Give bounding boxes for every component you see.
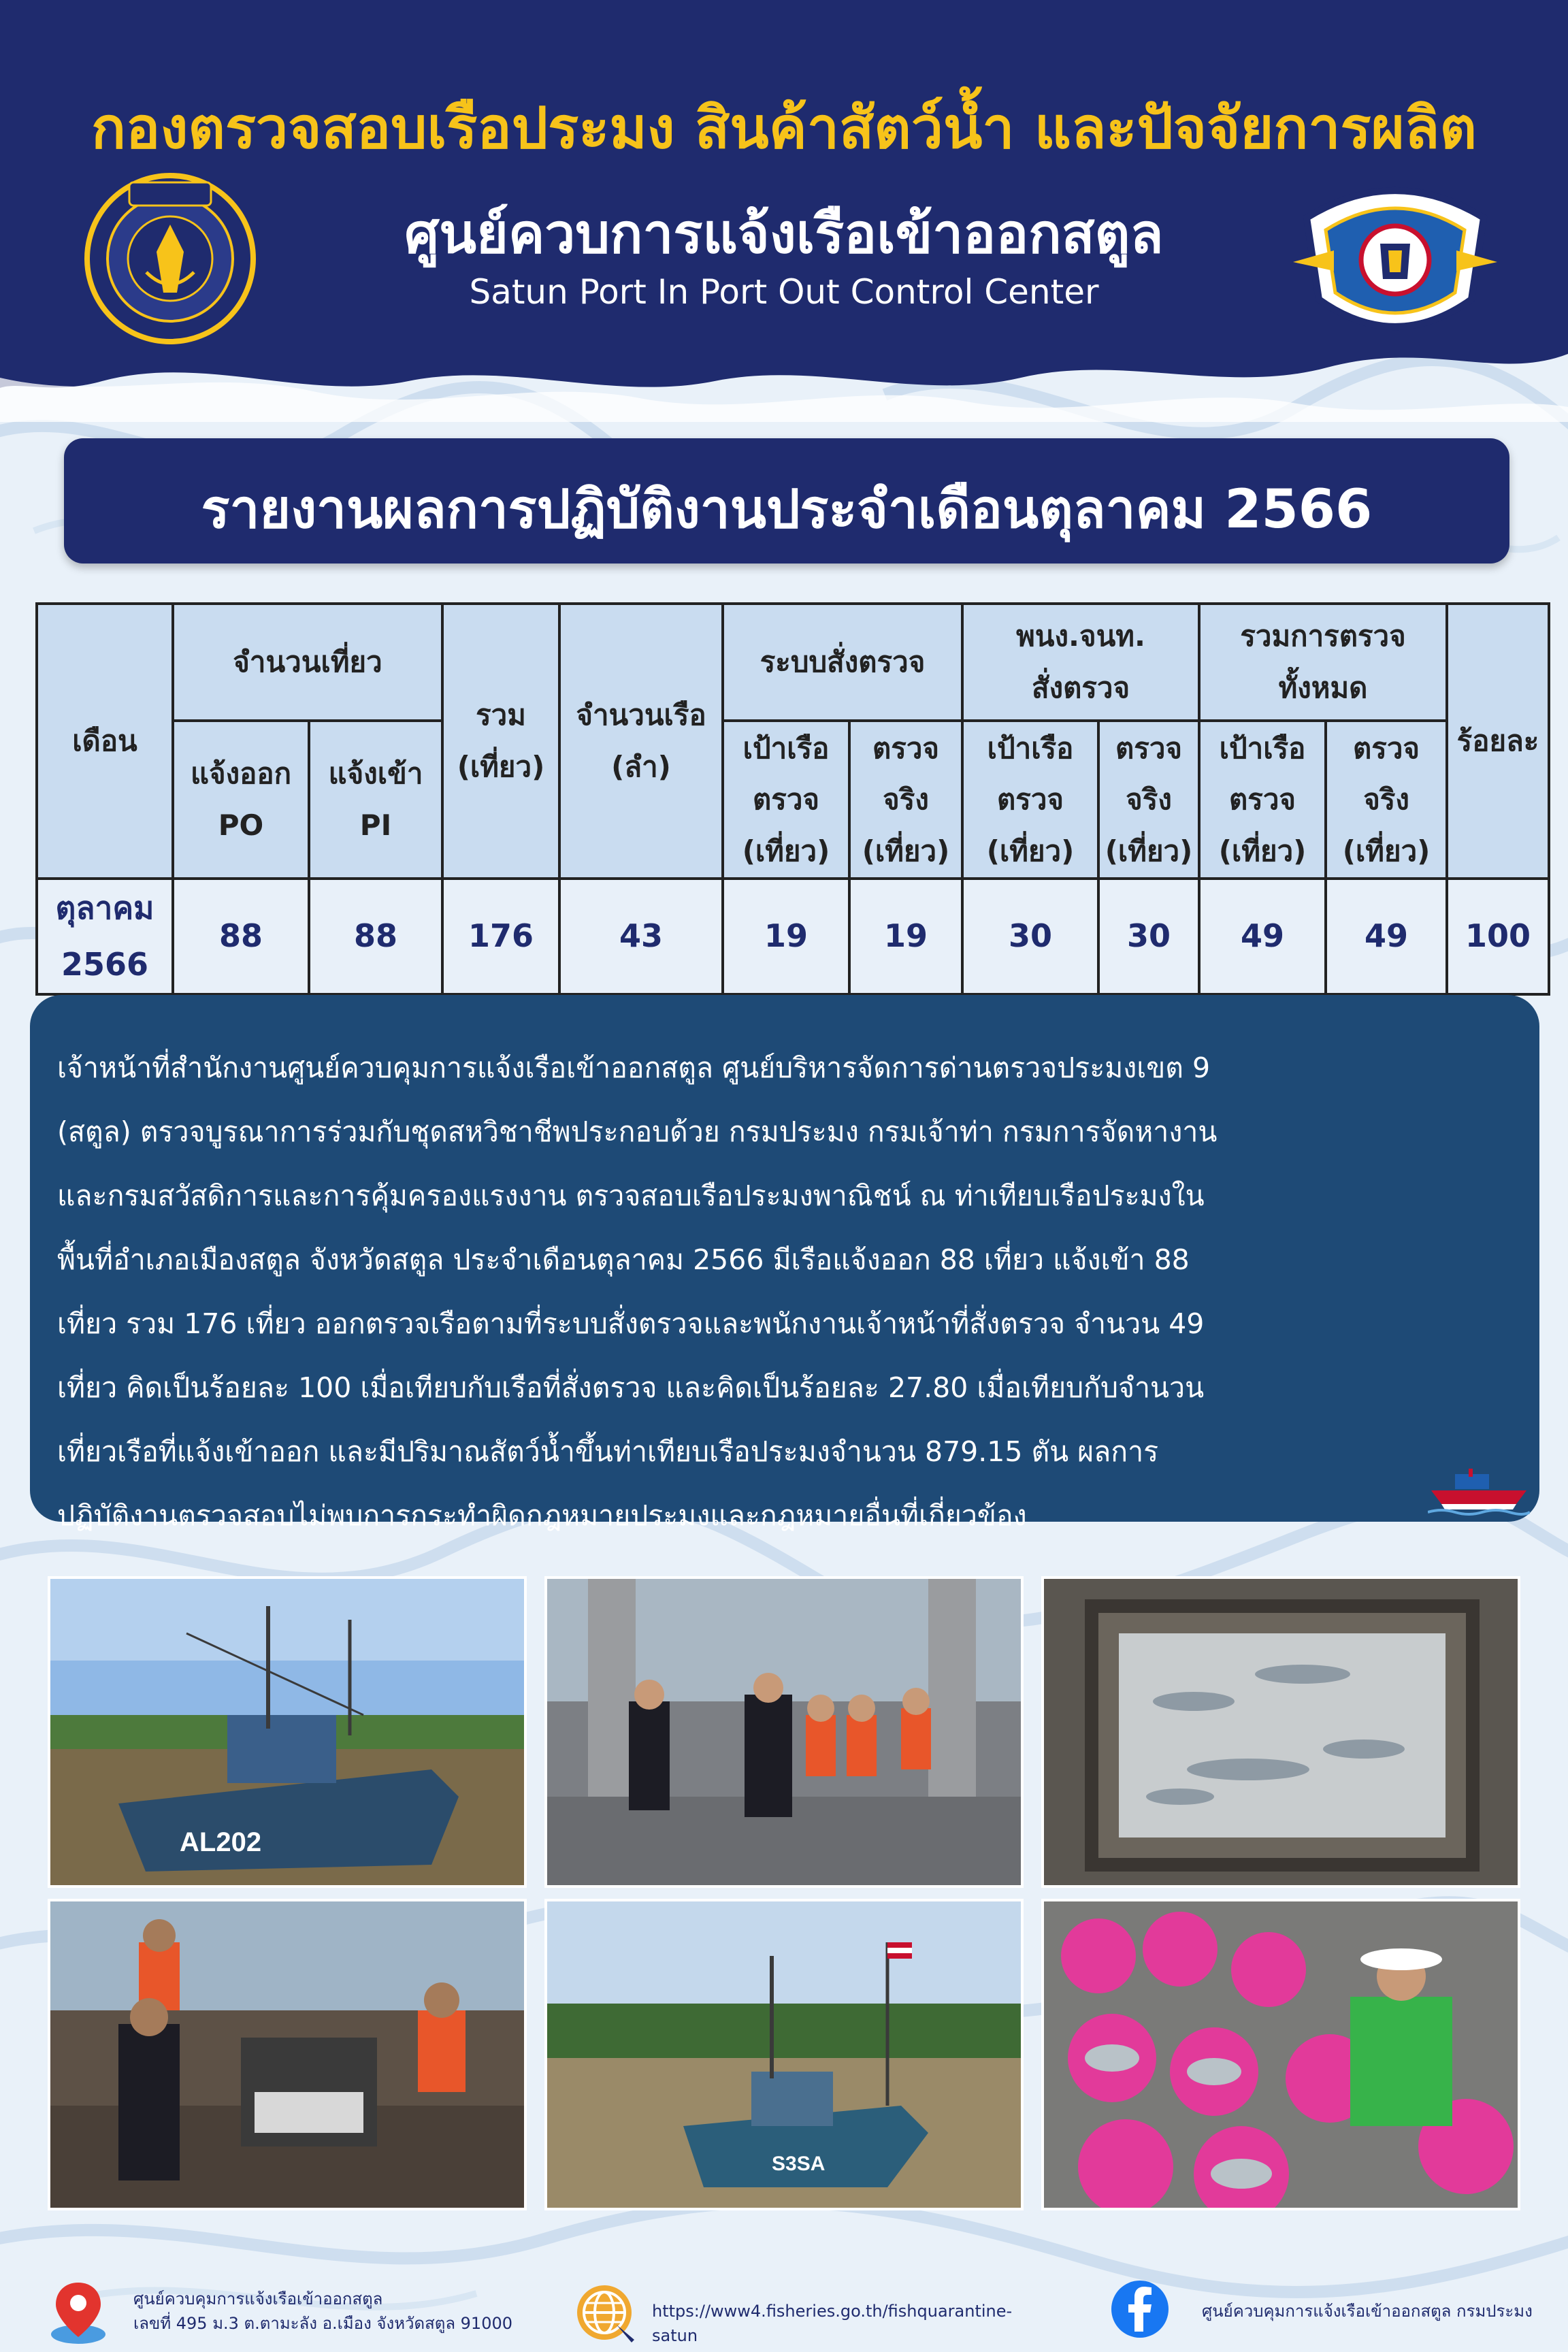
center-title: ศูนย์ควบการแจ้งเรือเข้าออกสตูล — [404, 202, 1164, 265]
facebook-icon — [1109, 2278, 1171, 2340]
header-officer-ordered: พนง.จนท. สั่งตรวจ — [962, 604, 1199, 721]
cell-officer-target: 30 — [962, 879, 1098, 994]
fishery-inspection-badge-logo — [1293, 170, 1497, 347]
globe-icon — [572, 2280, 640, 2348]
description-line: (สตูล) ตรวจบูรณาการร่วมกับชุดสหวิชาชีพประกอบด้วย กรมประมง กรมเจ้าท่า กรมการจัดหางาน — [57, 1115, 1218, 1148]
fishing-boat-icon — [1428, 1469, 1530, 1516]
header — [0, 0, 1568, 381]
cell-po: 88 — [173, 879, 309, 994]
header-system-actual: ตรวจ จริง (เที่ยว) — [849, 721, 962, 879]
description-line: เที่ยว คิดเป็นร้อยละ 100 เมื่อเทียบกับเรือที่สั่งตรวจ และคิดเป็นร้อยละ 27.80 เมื่อเทียบกับจำนวน — [57, 1371, 1205, 1404]
cell-percent: 100 — [1447, 879, 1549, 994]
description-line: เที่ยวเรือที่แจ้งเข้าออก และมีปริมาณสัตว์น้ำขึ้นท่าเทียบเรือประมงจำนวน 879.15 ตัน ผลการ — [57, 1435, 1159, 1468]
header-pi: แจ้งเข้า PI — [309, 721, 442, 879]
footer-website[interactable] — [572, 2270, 1048, 2352]
report-title: รายงานผลการปฏิบัติงานประจำเดือนตุลาคม 2566 — [201, 479, 1373, 540]
boat-registration-text: S3SA — [772, 2153, 826, 2175]
header-officer-target: เป้าเรือ ตรวจ (เที่ยว) — [962, 721, 1098, 879]
header-all-target: เป้าเรือ ตรวจ (เที่ยว) — [1199, 721, 1326, 879]
description-text — [57, 1036, 1534, 1548]
agency-title: กองตรวจสอบเรือประมง สินค้าสัตว์น้ำ และปัจจัยการผลิต — [91, 95, 1477, 161]
address-line-1: ศูนย์ควบคุมการแจ้งเรือเข้าออกสตูล — [133, 2289, 383, 2308]
photo-fishing-boat-river — [544, 1899, 1024, 2210]
description-line: และกรมสวัสดิการและการคุ้มครองแรงงาน ตรวจสอบเรือประมงพาณิชน์ ณ ท่าเทียบเรือประมงใน — [57, 1179, 1205, 1212]
header-percent: ร้อยละ — [1447, 604, 1549, 879]
cell-system-target: 19 — [723, 879, 849, 994]
footer-facebook[interactable] — [1109, 2270, 1552, 2352]
footer — [0, 2270, 1568, 2352]
photo-fishing-boat-docked — [48, 1576, 527, 1888]
report-table — [35, 602, 1548, 983]
header-all-inspections: รวมการตรวจ ทั้งหมด — [1199, 604, 1447, 721]
center-title-english: Satun Port In Port Out Control Center — [469, 272, 1099, 312]
description-line: เจ้าหน้าที่สำนักงานศูนย์ควบคุมการแจ้งเรือเข้าออกสตูล ศูนย์บริหารจัดการด่านตรวจประมงเขต 9 — [57, 1051, 1211, 1084]
header-po: แจ้งออก PO — [173, 721, 309, 879]
footer-address — [48, 2270, 524, 2352]
map-pin-icon — [48, 2278, 109, 2347]
description-line: ปฏิบัติงานตรวจสอบไม่พบการกระทำผิดกฎหมายประมงและกฎหมายอื่นที่เกี่ยวข้อง — [57, 1499, 1027, 1532]
facebook-page-name[interactable]: ศูนย์ควบคุมการแจ้งเรือเข้าออกสตูล กรมประมง — [1202, 2302, 1533, 2321]
cell-pi: 88 — [309, 879, 442, 994]
header-system-ordered: ระบบสั่งตรวจ — [723, 604, 962, 721]
description-line: เที่ยว รวม 176 เที่ยว ออกตรวจเรือตามที่ระบบสั่งตรวจและพนักงานเจ้าหน้าที่สั่งตรวจ จำนวน 49 — [57, 1307, 1205, 1340]
description-panel — [30, 995, 1539, 1532]
boat-registration-text: AL202 — [180, 1827, 262, 1857]
header-boats: จำนวนเรือ (ลำ) — [559, 604, 723, 879]
department-of-fisheries-logo — [82, 170, 259, 347]
cell-system-actual: 19 — [849, 879, 962, 994]
cell-all-actual: 49 — [1326, 879, 1447, 994]
table-row — [37, 879, 1549, 994]
cell-boats: 43 — [559, 879, 723, 994]
cell-month: ตุลาคม 2566 — [37, 879, 173, 994]
website-link[interactable]: https://www4.fisheries.go.th/fishquarantine-satun — [652, 2302, 1013, 2345]
header-month: เดือน — [37, 604, 173, 879]
photo-fish-catch-hold — [1041, 1576, 1520, 1888]
header-all-actual: ตรวจ จริง (เที่ยว) — [1326, 721, 1447, 879]
header-total: รวม (เที่ยว) — [442, 604, 559, 879]
header-officer-actual: ตรวจ จริง (เที่ยว) — [1098, 721, 1199, 879]
cell-officer-actual: 30 — [1098, 879, 1199, 994]
photo-fish-baskets-sorting — [1041, 1899, 1520, 2210]
cell-all-target: 49 — [1199, 879, 1326, 994]
photo-inspection-on-deck — [48, 1899, 527, 2210]
report-title-banner — [64, 438, 1509, 564]
photo-team-briefing — [544, 1576, 1024, 1888]
cell-total: 176 — [442, 879, 559, 994]
address-line-2: เลขที่ 495 ม.3 ต.ตามะลัง อ.เมือง จังหวัดสตูล 91000 — [133, 2314, 513, 2333]
header-trips: จำนวนเที่ยว — [173, 604, 442, 721]
header-system-target: เป้าเรือ ตรวจ (เที่ยว) — [723, 721, 849, 879]
description-line: พื้นที่อำเภอเมืองสตูล จังหวัดสตูล ประจำเดือนตุลาคม 2566 มีเรือแจ้งออก 88 เที่ยว แจ้งเข้า 88 — [57, 1243, 1190, 1276]
